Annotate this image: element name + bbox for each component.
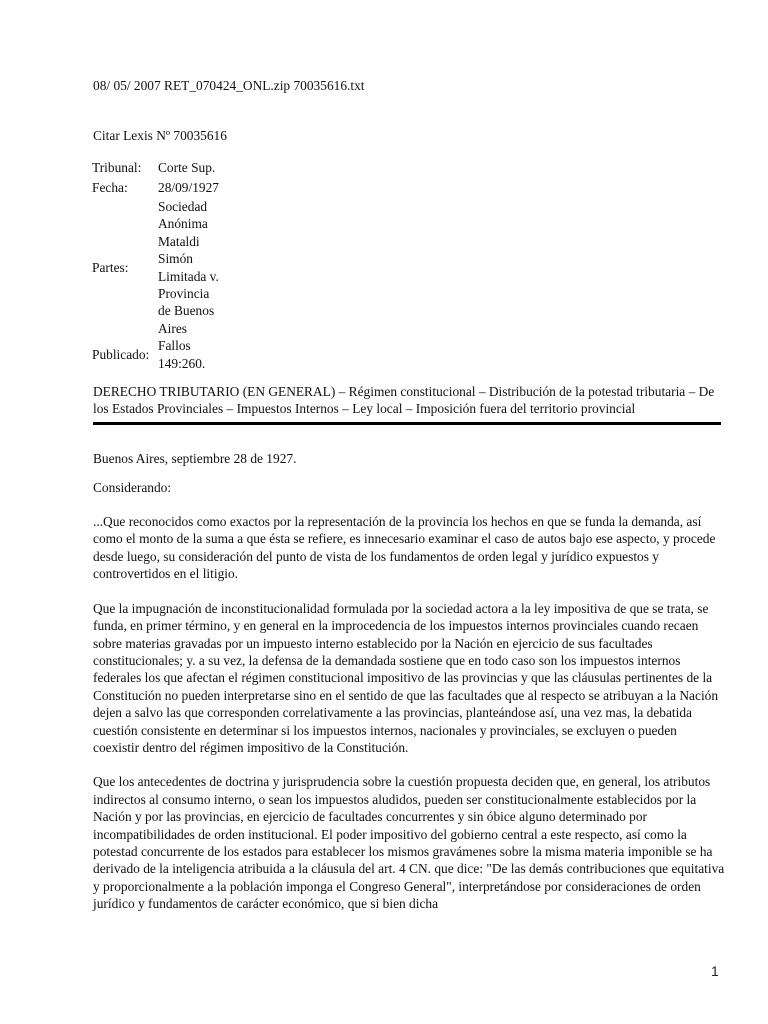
publicado-line: 149:260. — [158, 355, 206, 371]
partes-value — [158, 198, 248, 337]
file-header-line: 08/ 05/ 2007 RET_070424_ONL.zip 70035616.txt — [93, 78, 365, 93]
tribunal-value: Corte Sup. — [158, 159, 216, 175]
partes-line: de Buenos — [158, 303, 215, 319]
case-metadata-table — [92, 158, 248, 372]
lexis-citation: Citar Lexis Nº 70035616 — [93, 128, 227, 143]
publicado-value — [158, 337, 248, 372]
tribunal-label: Tribunal: — [92, 159, 142, 175]
publicado-line: Fallos — [158, 338, 191, 354]
considerando-heading: Considerando: — [93, 480, 172, 496]
partes-line: Sociedad — [158, 199, 208, 214]
partes-label: Partes: — [92, 259, 129, 275]
document-page — [93, 77, 729, 913]
paragraph: Que los antecedentes de doctrina y jurisprudencia sobre la cuestión propuesta deciden que, en general, los atributos indirectos al consumo interno, o sean los impuestos aludidos, pueden ser constitucionalmente establecidos por la Nación y por las provincias, en ejercicio de facultades concurrentes y sin óbice alguno determinado por incompatibilidades de orden institucional. El poder impositivo del gobierno central a este respecto, así como la potestad concurrente de los estados para establecer los mismos gravámenes sobre la misma materia imponible se ha derivado de la inteligencia atribuida a la cláusula del art. 4 CN. que dice: "De las demás contribuciones que equitativa y proporcionalmente a la población imponga el Congreso General", interpretándose por consideraciones de orden jurídico y fundamentos de carácter económico, que si bien dicha — [93, 774, 725, 912]
partes-line: Anónima — [158, 216, 208, 232]
partes-line: Mataldi — [158, 233, 200, 249]
meta-row-tribunal — [92, 158, 248, 177]
topic-heading: DERECHO TRIBUTARIO (EN GENERAL) – Régimen constitucional – Distribución de la potestad tributaria – De los Estados Provinciales – Impuestos Internos – Ley local – Imposición fuera del territorio provincial — [93, 384, 715, 417]
divider-rule — [93, 422, 721, 425]
place-date: Buenos Aires, septiembre 28 de 1927. — [93, 451, 297, 467]
partes-line: Provincia — [158, 286, 210, 302]
partes-line: Aires — [158, 320, 188, 336]
meta-row-publicado — [92, 337, 248, 372]
partes-line: Limitada v. — [158, 268, 219, 284]
partes-line: Simón — [158, 251, 193, 267]
meta-row-partes — [92, 198, 248, 337]
publicado-label: Publicado: — [92, 346, 150, 362]
paragraph: ...Que reconocidos como exactos por la representación de la provincia los hechos en que se funda la demanda, así como el monto de la suma a que ésta se refiere, es innecesario examinar el caso de autos bajo ese aspecto, y procede desde luego, su consideración del punto de vista de los fundamentos de orden legal y jurídico expuestos y controvertidos en el litigio. — [93, 514, 716, 582]
paragraph: Que la impugnación de inconstitucionalidad formulada por la sociedad actora a la ley impositiva de que se trata, se funda, en primer término, y en general en la improcedencia de los impuestos internos provinciales cuando recaen sobre materias gravadas por un impuesto interno establecido por la Nación en ejercicio de sus facultades constitucionales; y. a su vez, la defensa de la demandada sostiene que en todo caso son los impuestos internos federales los que afectan el régimen constitucional impositivo de las provincias y que las cláusulas pertinentes de la Constitución no pueden interpretarse sino en el sentido de que las facultades que al respecto se atribuyan a la Nación dejen a salvo las que corresponden correlativamente a las provincias, planteándose así, una vez mas, la debatida cuestión consistente en determinar si los impuestos internos, nacionales y provinciales, se excluyen o pueden coexistir dentro del régimen impositivo de la Constitución. — [93, 600, 719, 755]
page-number: 1 — [711, 963, 719, 979]
meta-row-fecha — [92, 177, 248, 198]
fecha-value: 28/09/1927 — [158, 179, 220, 195]
fecha-label: Fecha: — [92, 179, 128, 195]
